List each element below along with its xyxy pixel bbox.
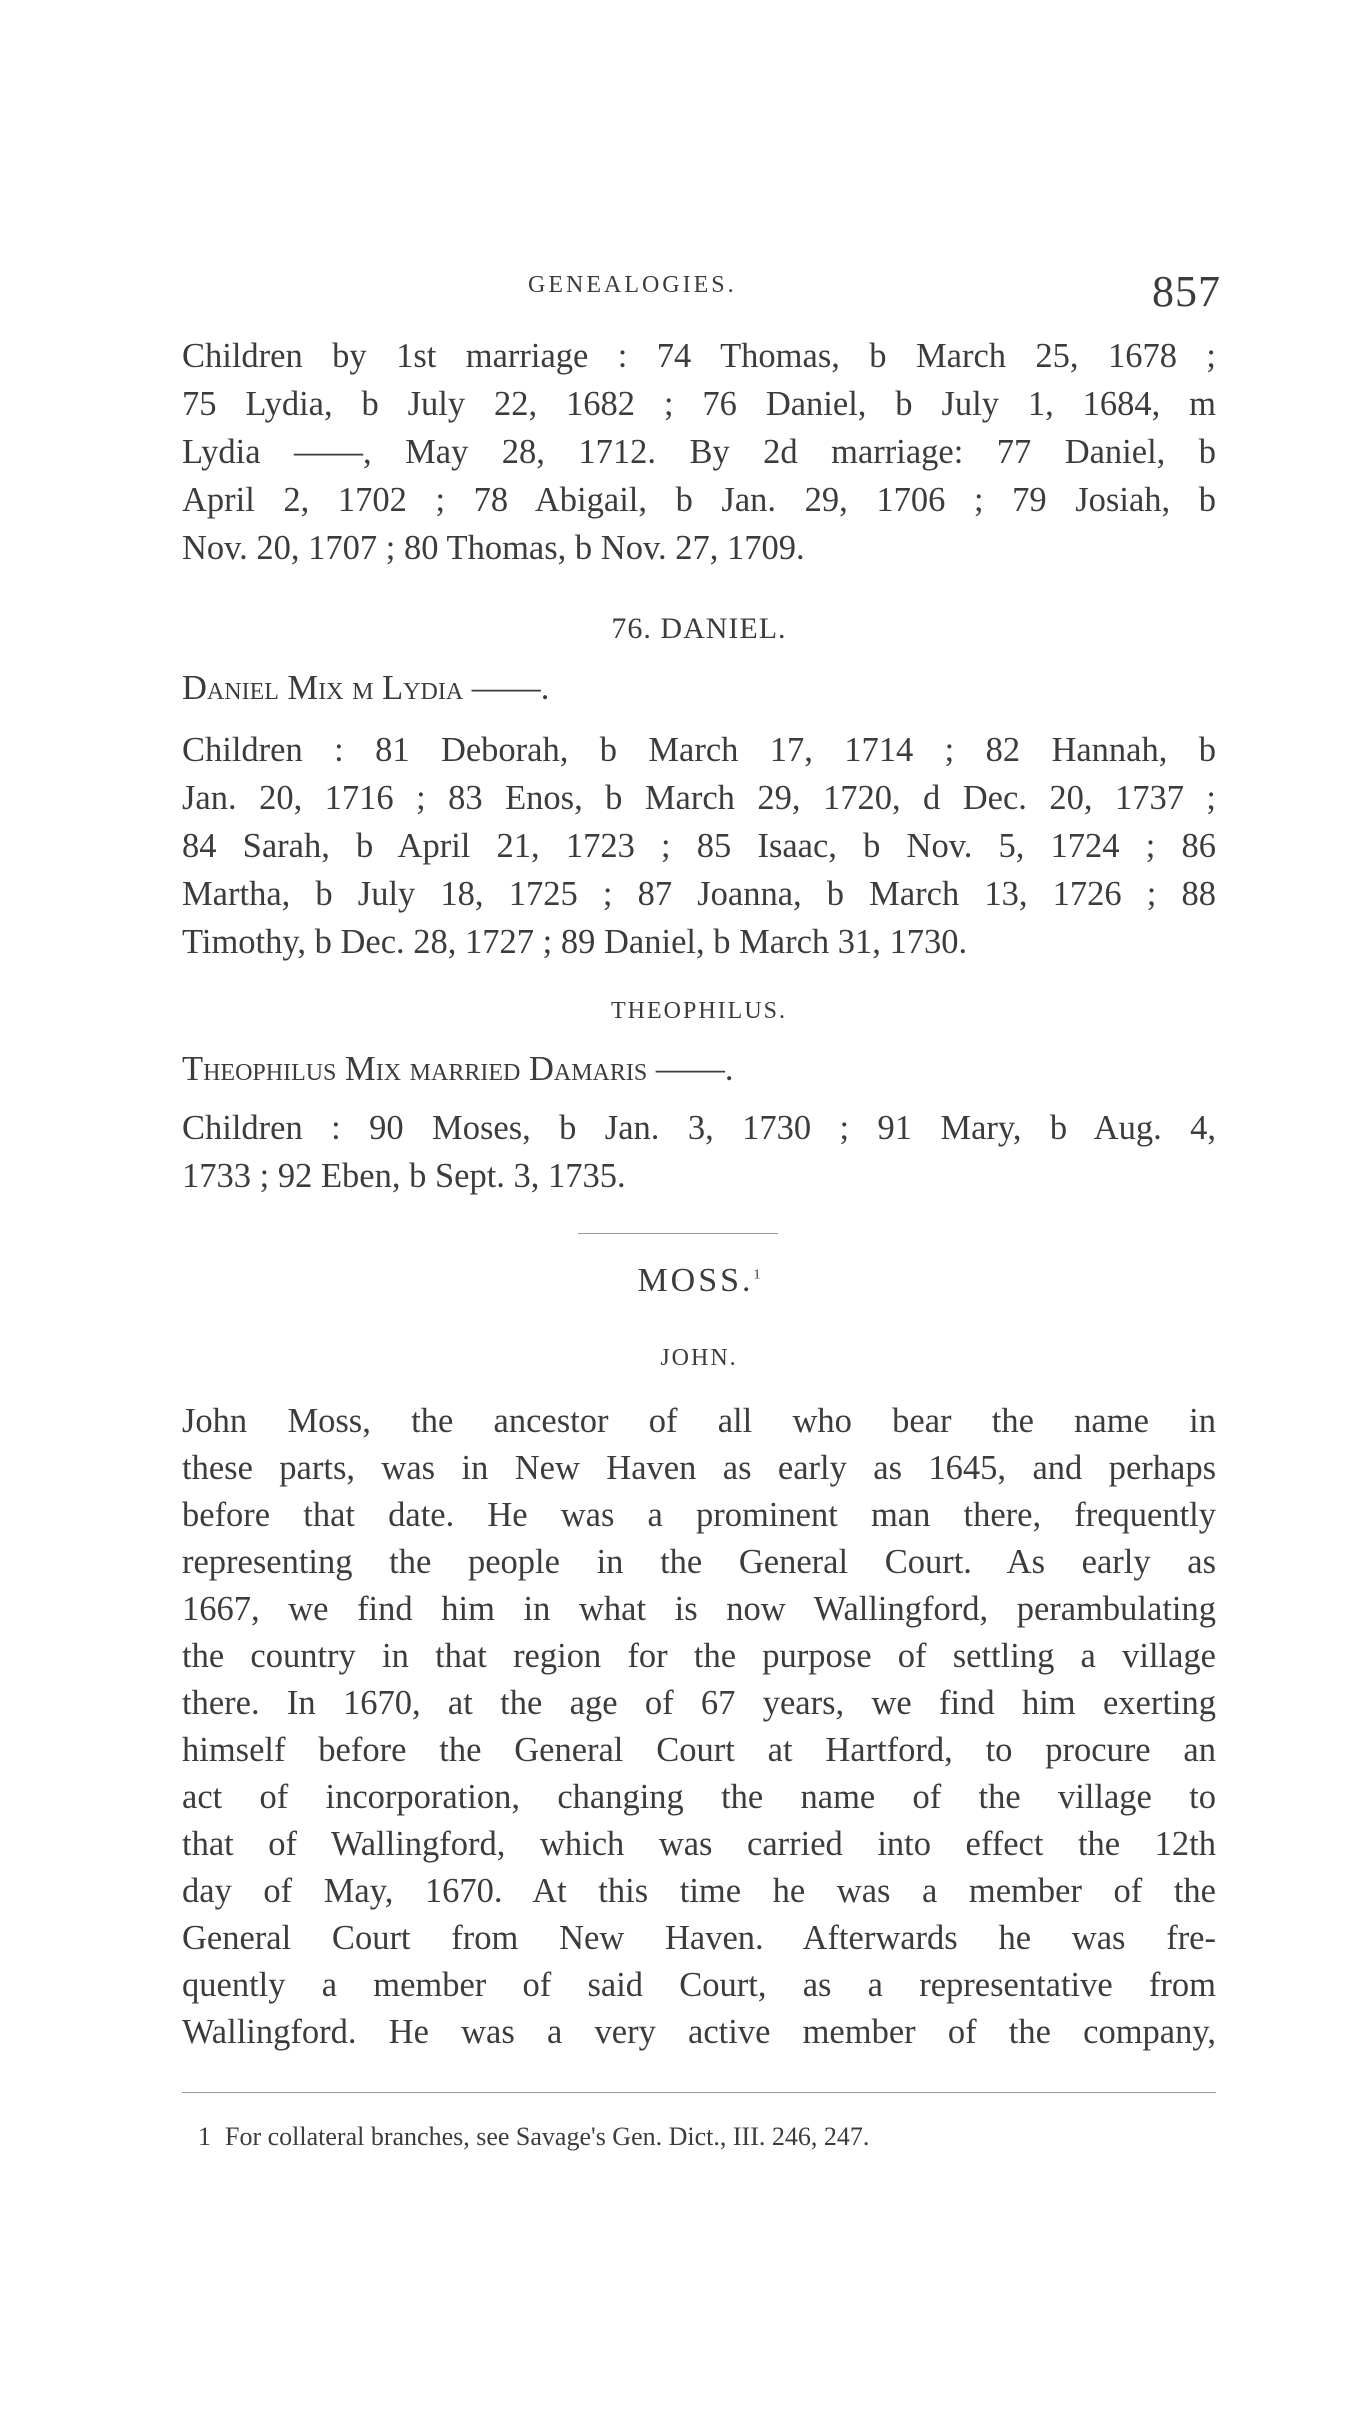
paragraph-line: the country in that region for the purpose of settling a village [182, 1637, 1216, 1675]
paragraph-line: Children : 81 Deborah, b March 17, 1714 ; 82 Hannah, b [182, 731, 1216, 769]
section-divider [578, 1233, 778, 1234]
paragraph-line: day of May, 1670. At this time he was a member of the [182, 1872, 1216, 1910]
paragraph-line: Jan. 20, 1716 ; 83 Enos, b March 29, 1720, d Dec. 20, 1737 ; [182, 779, 1216, 817]
paragraph-line: representing the people in the General Court. As early as [182, 1543, 1216, 1581]
marriage-line: Theophilus Mix married Damaris ——. [182, 1050, 734, 1088]
paragraph-line: April 2, 1702 ; 78 Abigail, b Jan. 29, 1706 ; 79 Josiah, b [182, 481, 1216, 519]
paragraph-line: there. In 1670, at the age of 67 years, we find him exerting [182, 1684, 1216, 1722]
paragraph-line: act of incorporation, changing the name of the village to [182, 1778, 1216, 1816]
paragraph-line: these parts, was in New Haven as early as 1645, and perhaps [182, 1449, 1216, 1487]
running-head [0, 267, 1355, 322]
paragraph-line: John Moss, the ancestor of all who bear the name in [182, 1402, 1216, 1440]
footnote-reference: 1 [753, 1267, 761, 1283]
moss-title-text: MOSS. [637, 1262, 754, 1299]
theophilus-marriage [182, 1045, 1216, 1093]
paragraph-line: Nov. 20, 1707 ; 80 Thomas, b Nov. 27, 1709. [182, 529, 805, 567]
paragraph-line: Wallingford. He was a very active member of the company, [182, 2013, 1216, 2051]
paragraph-line: 1733 ; 92 Eben, b Sept. 3, 1735. [182, 1157, 626, 1195]
section-heading-theophilus: THEOPHILUS. [611, 998, 787, 1024]
footnote-text: For collateral branches, see Savage's Gen. Dict., III. 246, 247. [225, 2122, 870, 2151]
daniel-marriage [182, 664, 1216, 712]
paragraph-line: Children by 1st marriage : 74 Thomas, b March 25, 1678 ; [182, 337, 1216, 375]
paragraph-line: Lydia ——, May 28, 1712. By 2d marriage: 77 Daniel, b [182, 433, 1216, 471]
section-heading-john: JOHN. [660, 1345, 738, 1371]
paragraph-line: Martha, b July 18, 1725 ; 87 Joanna, b March 13, 1726 ; 88 [182, 875, 1216, 913]
daniel-children-paragraph [182, 726, 1216, 966]
paragraph-line: quently a member of said Court, as a representative from [182, 1966, 1216, 2004]
section-heading-daniel: 76. DANIEL. [611, 612, 787, 645]
marriage-line: Daniel Mix m Lydia ——. [182, 669, 550, 707]
footnote [198, 2122, 869, 2152]
paragraph-line: before that date. He was a prominent man there, frequently [182, 1496, 1216, 1534]
paragraph-line: 75 Lydia, b July 22, 1682 ; 76 Daniel, b July 1, 1684, m [182, 385, 1216, 423]
moss-title [182, 1262, 1216, 1300]
theophilus-children-paragraph [182, 1104, 1216, 1200]
running-title: GENEALOGIES. [528, 272, 737, 298]
john-moss-paragraph [182, 1398, 1216, 2056]
paragraph-line: Timothy, b Dec. 28, 1727 ; 89 Daniel, b March 31, 1730. [182, 923, 968, 961]
page-number: 857 [1152, 267, 1221, 316]
paragraph-line: himself before the General Court at Hartford, to procure an [182, 1731, 1216, 1769]
paragraph-line: that of Wallingford, which was carried into effect the 12th [182, 1825, 1216, 1863]
paragraph-line: 84 Sarah, b April 21, 1723 ; 85 Isaac, b Nov. 5, 1724 ; 86 [182, 827, 1216, 865]
paragraph-line: General Court from New Haven. Afterwards he was fre- [182, 1919, 1216, 1957]
footnote-mark: 1 [198, 2122, 211, 2151]
paragraph-line: Children : 90 Moses, b Jan. 3, 1730 ; 91 Mary, b Aug. 4, [182, 1109, 1216, 1147]
mix-thomas-children-paragraph [182, 332, 1216, 572]
paragraph-line: 1667, we find him in what is now Wallingford, perambulating [182, 1590, 1216, 1628]
footnote-rule [182, 2092, 1216, 2093]
